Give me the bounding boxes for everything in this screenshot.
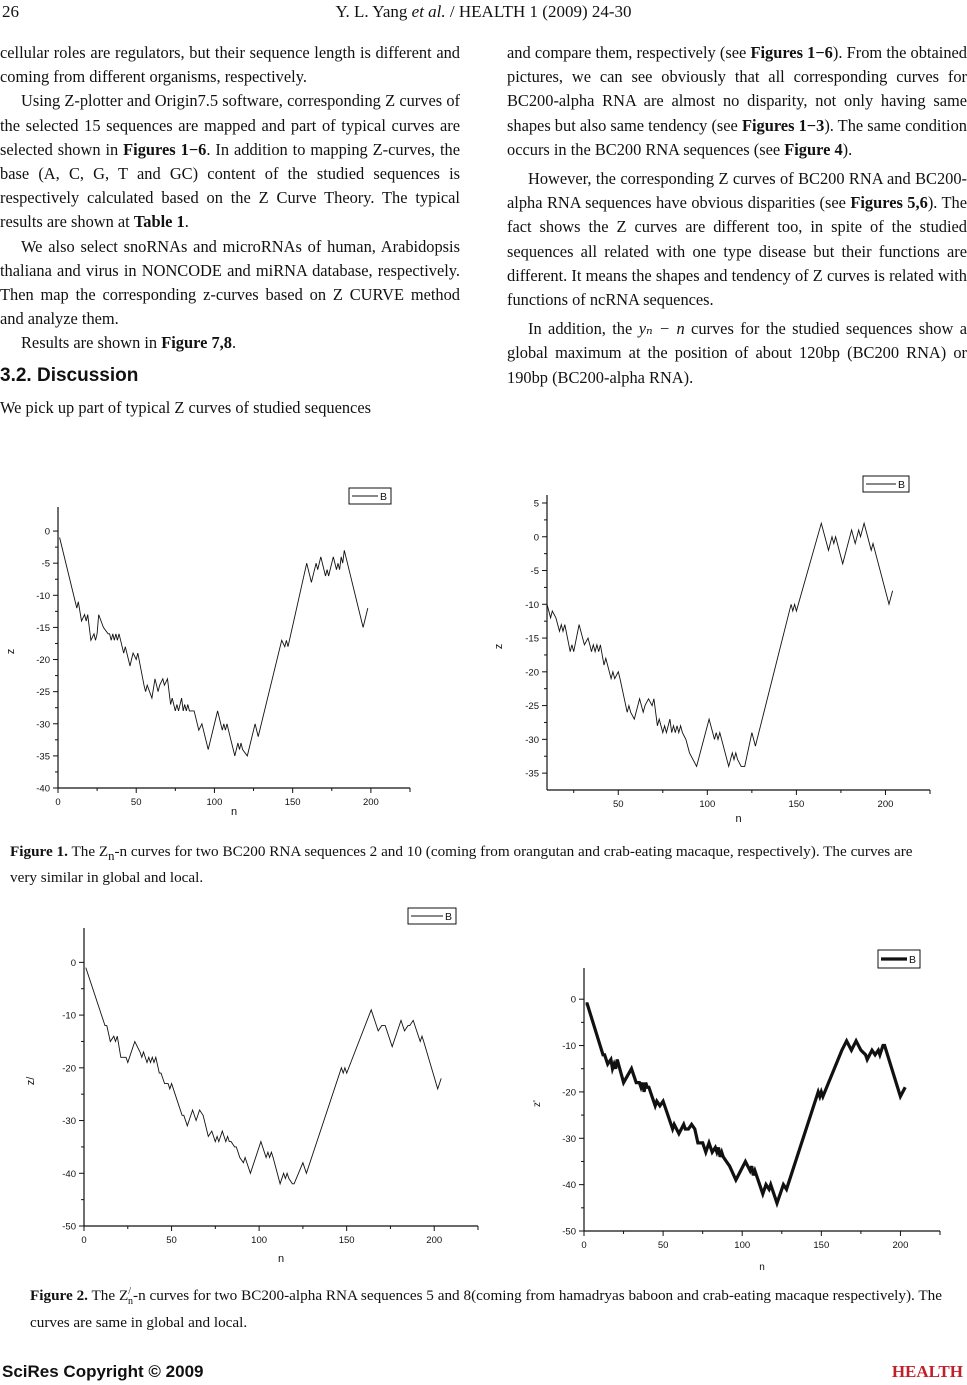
y-tick-label: -35 bbox=[525, 768, 539, 780]
x-axis-label: n bbox=[277, 1253, 285, 1265]
figure-reference: Figures 1−3 bbox=[741, 115, 825, 135]
y-tick-label: 5 bbox=[533, 498, 539, 510]
text-run: -n curves for two BC200 RNA sequences 2 and 10 (coming from orangutan and crab-eating macaque, respectively). The curves are very similar in global and local. bbox=[10, 843, 913, 887]
x-tick-label: 150 bbox=[813, 1240, 830, 1251]
copyright-footer: SciRes Copyright © 2009 bbox=[2, 1362, 204, 1381]
x-tick-label: 200 bbox=[362, 797, 379, 808]
running-title-authors: Y. L. Yang bbox=[335, 2, 412, 21]
figure2-left-chart bbox=[20, 900, 490, 1275]
y-tick-label: -50 bbox=[62, 1221, 76, 1233]
superscript: / bbox=[128, 1286, 132, 1297]
right-column bbox=[507, 44, 967, 390]
y-tick-label: 0 bbox=[44, 526, 50, 538]
y-axis-label: z bbox=[5, 648, 17, 655]
text-run: ). bbox=[842, 139, 853, 159]
running-title-etal: et al. bbox=[411, 2, 446, 21]
y-tick-label: -30 bbox=[36, 719, 50, 731]
text-run: The Z bbox=[87, 1287, 129, 1305]
y-tick-label: -10 bbox=[562, 1041, 576, 1053]
running-title-journal: / HEALTH 1 (2009) 24-30 bbox=[445, 2, 632, 21]
y-tick-label: -15 bbox=[36, 622, 50, 634]
figure2-caption bbox=[30, 1281, 942, 1333]
paragraph bbox=[507, 41, 967, 162]
y-tick-label: -25 bbox=[36, 687, 50, 699]
text-run: . bbox=[184, 212, 189, 232]
section-heading: 3.2. Discussion bbox=[0, 364, 139, 386]
y-tick-label: -40 bbox=[36, 783, 50, 795]
text-run: . In addition to mapping Z-curves, the base (A, C, G, T and GC) content of the studied sequences is respectively calculated based on the Z Curve Theory. The typical results are shown at bbox=[0, 139, 460, 232]
figure-reference: Figure 4 bbox=[784, 139, 843, 159]
running-title bbox=[0, 2, 967, 22]
y-tick-label: -25 bbox=[525, 701, 539, 713]
y-axis-label: z/ bbox=[25, 1076, 37, 1086]
fig2b-svg bbox=[520, 940, 950, 1275]
text-run: However, the corresponding Z curves of BC200 RNA and BC200-alpha RNA sequences have obvious disparities (see bbox=[507, 169, 967, 213]
x-tick-label: 150 bbox=[284, 797, 301, 808]
fig1b-svg bbox=[490, 470, 940, 830]
text-run: ). The fact shows the Z curves are different too, in spite of the studied sequences all related with one type disease but their functions are different. It means the shapes and tendency of Z curves is related with functions of ncRNA sequences. bbox=[507, 193, 967, 310]
journal-footer: HEALTH bbox=[891, 1362, 963, 1381]
series-line-B bbox=[60, 538, 368, 756]
subscript: n bbox=[108, 849, 115, 864]
x-tick-label: 100 bbox=[734, 1240, 751, 1251]
y-tick-label: -5 bbox=[530, 566, 539, 578]
y-tick-label: 0 bbox=[570, 994, 576, 1006]
y-tick-label: -15 bbox=[525, 633, 539, 645]
y-tick-label: -30 bbox=[525, 734, 539, 746]
caption-label: Figure 1. bbox=[10, 843, 68, 860]
x-tick-label: 200 bbox=[892, 1240, 909, 1251]
figure1-left-chart bbox=[0, 480, 420, 830]
y-tick-label: -20 bbox=[36, 655, 50, 667]
series-line-B bbox=[86, 968, 441, 1184]
y-tick-label: -10 bbox=[62, 1010, 76, 1022]
paragraph bbox=[507, 317, 967, 390]
x-tick-label: 100 bbox=[251, 1235, 268, 1246]
text-run: The Z bbox=[67, 843, 109, 860]
text-run: ). The same condition occurs in the BC200 RNA sequences (see bbox=[507, 115, 967, 159]
series-line-B bbox=[547, 523, 893, 766]
y-tick-label: -5 bbox=[41, 558, 50, 570]
x-tick-label: 50 bbox=[612, 799, 624, 810]
x-tick-label: 50 bbox=[657, 1240, 669, 1251]
x-tick-label: 100 bbox=[699, 799, 716, 810]
figure2-right-chart bbox=[520, 940, 950, 1275]
x-axis-label: n bbox=[230, 806, 238, 818]
y-tick-label: -40 bbox=[562, 1180, 576, 1192]
x-tick-label: 150 bbox=[788, 799, 805, 810]
figure1-right-chart bbox=[490, 470, 940, 830]
y-tick-label: 0 bbox=[533, 532, 539, 544]
x-tick-label: 100 bbox=[206, 797, 223, 808]
caption-label: Figure 2. bbox=[30, 1287, 88, 1305]
figure-reference: Figures 5,6 bbox=[850, 193, 928, 213]
text-run: Results are shown in bbox=[21, 333, 162, 353]
x-tick-label: 50 bbox=[130, 797, 142, 808]
y-tick-label: -35 bbox=[36, 751, 50, 763]
x-tick-label: 50 bbox=[166, 1235, 177, 1246]
x-tick-label: 0 bbox=[81, 1235, 87, 1246]
x-tick-label: 150 bbox=[338, 1235, 355, 1246]
y-axis-label: z' bbox=[532, 1100, 543, 1107]
subscript: n bbox=[128, 1296, 134, 1308]
paragraph: cellular roles are regulators, but their sequence length is different and coming from different organisms, respectively. bbox=[0, 43, 460, 87]
running-header bbox=[0, 2, 967, 24]
table-reference: Table 1 bbox=[133, 212, 185, 232]
x-tick-label: 0 bbox=[55, 797, 61, 808]
text-run: -n curves for two BC200-alpha RNA sequences 5 and 8(coming from hamadryas baboon and crab-eating macaque respectively). The curves are same in global and local. bbox=[30, 1287, 943, 1332]
figure-reference: Figures 1−6 bbox=[750, 43, 833, 62]
x-tick-label: 0 bbox=[581, 1240, 587, 1251]
figure1-caption bbox=[10, 841, 940, 888]
fig2a-svg bbox=[20, 900, 490, 1275]
x-axis-label: n bbox=[759, 1262, 765, 1273]
y-axis-label: z bbox=[493, 643, 505, 650]
text-run: ). From the obtained pictures, we can see obviously that all corresponding curves for BC200-alpha RNA are almost no disparity, not only having same shapes but also same tendency (see bbox=[507, 43, 967, 135]
y-tick-label: -30 bbox=[62, 1116, 76, 1128]
text-run: and compare them, respectively (see bbox=[507, 43, 751, 62]
left-column bbox=[0, 44, 460, 420]
page-number: 26 bbox=[2, 2, 19, 21]
paragraph bbox=[0, 331, 460, 355]
fig1a-svg bbox=[0, 480, 420, 830]
x-tick-label: 200 bbox=[877, 799, 894, 810]
paragraph bbox=[507, 167, 967, 312]
x-tick-label: 200 bbox=[426, 1235, 443, 1246]
math-expression: yₙ − n bbox=[638, 319, 685, 339]
text-run: . bbox=[231, 333, 237, 353]
paragraph: We pick up part of typical Z curves of studied sequences bbox=[0, 397, 371, 417]
y-tick-label: 0 bbox=[70, 957, 76, 969]
y-tick-label: -20 bbox=[62, 1063, 76, 1075]
y-tick-label: -40 bbox=[62, 1168, 76, 1180]
y-tick-label: -10 bbox=[36, 590, 50, 602]
legend-label: B bbox=[445, 911, 453, 923]
legend-label: B bbox=[898, 479, 906, 491]
legend-label: B bbox=[380, 491, 388, 503]
figure-reference: Figure 7,8 bbox=[161, 333, 232, 353]
legend-label: B bbox=[909, 954, 917, 966]
y-tick-label: -50 bbox=[562, 1226, 576, 1238]
y-tick-label: -20 bbox=[562, 1087, 576, 1099]
text-run: curves for the studied sequences show a global maximum at the position of about 120bp (BC200 RNA) or 190bp (BC200-alpha RNA). bbox=[507, 319, 967, 387]
text-run: Using Z-plotter and Origin7.5 software, corresponding Z curves of the selected 15 sequences are mapped and part of typical curves are selected shown in bbox=[0, 91, 460, 159]
y-tick-label: -20 bbox=[525, 667, 539, 679]
paragraph bbox=[0, 89, 460, 234]
y-tick-label: -30 bbox=[562, 1133, 576, 1145]
series-line-B bbox=[586, 1004, 906, 1203]
text-run: In addition, the bbox=[528, 319, 639, 339]
x-axis-label: n bbox=[735, 813, 742, 825]
paragraph: We also select snoRNAs and microRNAs of human, Arabidopsis thaliana and virus in NONCODE and miRNA database, respectively. Then map the corresponding z-curves based on Z CURVE method and analyze them. bbox=[0, 236, 460, 329]
figure-reference: Figures 1−6 bbox=[123, 139, 207, 159]
y-tick-label: -10 bbox=[525, 599, 539, 611]
